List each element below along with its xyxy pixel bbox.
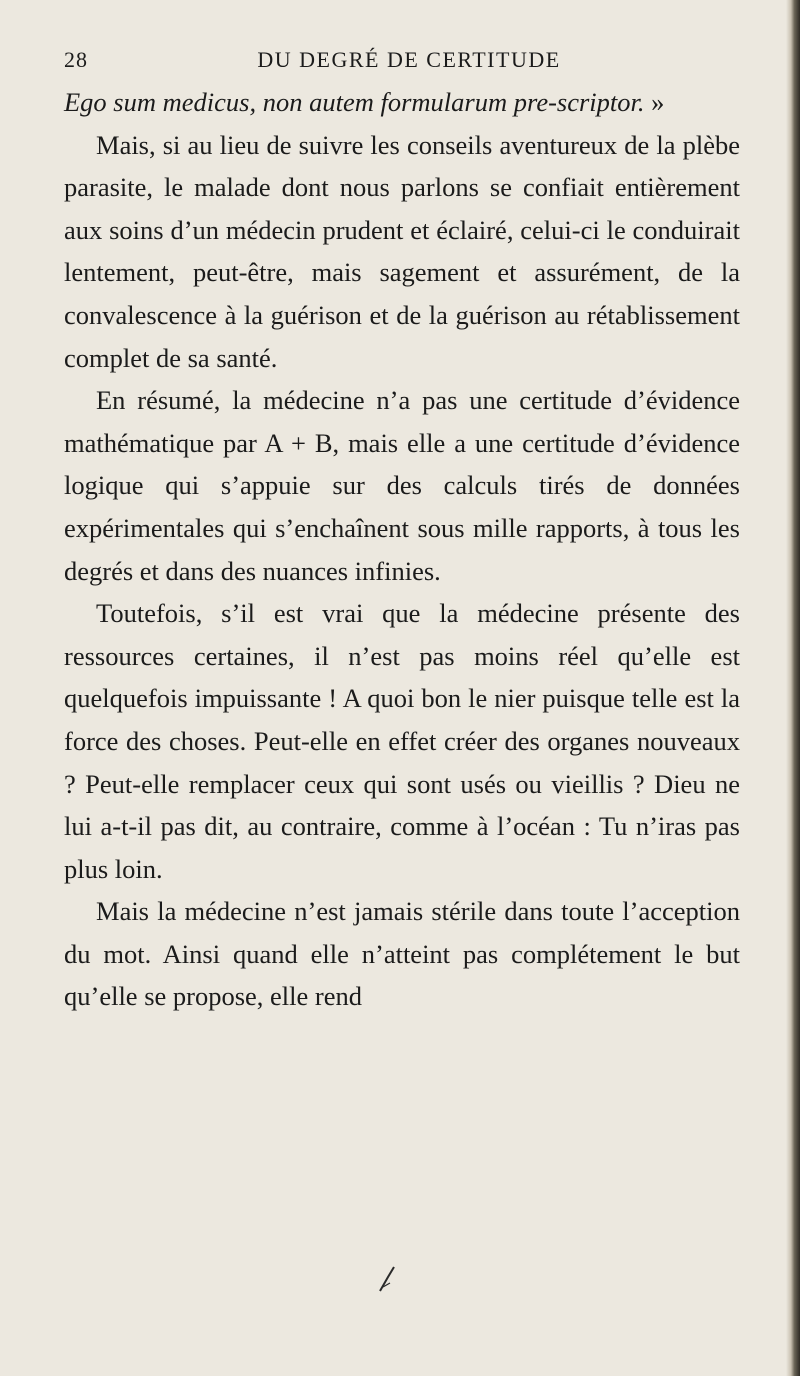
paragraph-quote-end [64, 81, 740, 124]
closing-quote-mark: » [644, 87, 665, 117]
ink-mark [378, 1263, 398, 1293]
page-number: 28 [64, 47, 88, 72]
paragraph-4: Toutefois, s’il est vrai que la médecine présente des ressources certaines, il n’est pas moins réel qu’elle est quelquefois impuissante ! A quoi bon le nier puisque telle est la force des choses. Peut-elle en effet créer des organes nouveaux ? Peut-elle remplacer ceux qui sont usés ou vieillis ? Dieu ne lui a-t-il pas dit, au contraire, comme à l’océan : Tu n’iras pas plus loin. [64, 598, 740, 884]
body-text [64, 81, 740, 1018]
page-header [64, 47, 754, 75]
paragraph-5: Mais la médecine n’est jamais stérile dans toute l’acception du mot. Ainsi quand elle n’atteint pas complétement le but qu’elle se propose, elle rend [64, 896, 740, 1012]
running-head: DU DEGRÉ DE CERTITUDE [257, 47, 561, 72]
paragraph-3: En résumé, la médecine n’a pas une certitude d’évidence mathématique par A + B, mais elle a une certitude d’évidence logique qui s’appuie sur des calculs tirés de données expérimentales qui s’enchaînent sous mille rapports, à tous les degrés et dans des nuances infinies. [64, 385, 740, 586]
paragraph-2: Mais, si au lieu de suivre les conseils aventureux de la plèbe parasite, le malade dont nous parlons se confiait entièrement aux soins d’un médecin prudent et éclairé, celui-ci le conduirait lentement, peut-être, mais sagement et assurément, de la convalescence à la guérison et de la guérison au rétablissement complet de sa santé. [64, 129, 740, 373]
latin-quote: Ego sum medicus, non autem formularum pre-scriptor. [64, 87, 645, 117]
book-binding-edge [786, 0, 800, 1376]
